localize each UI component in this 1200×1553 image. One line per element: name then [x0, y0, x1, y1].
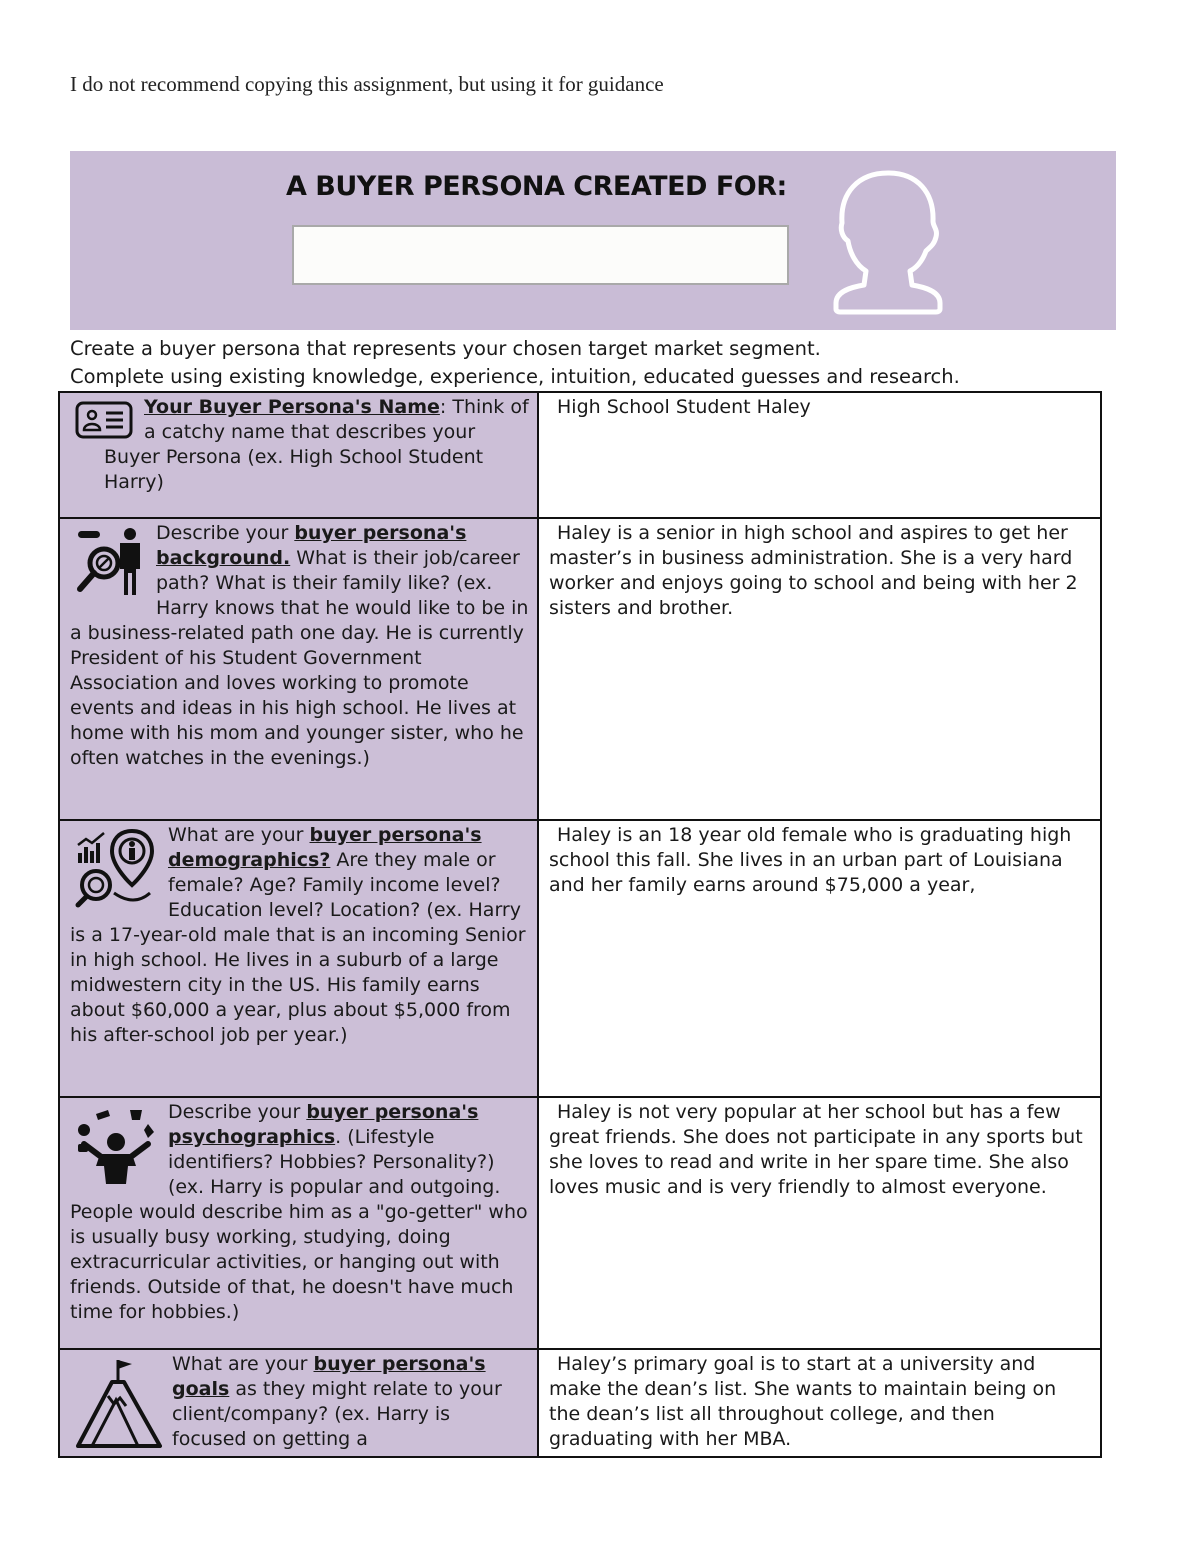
- prompt-underlined: buyer persona's psychographics: [168, 1101, 479, 1148]
- answer-cell[interactable]: [538, 392, 1101, 518]
- persona-banner: [70, 151, 1116, 330]
- prompt-cell: [59, 820, 538, 1097]
- answer-text: Haley is an 18 year old female who is graduating high school this fall. She lives in an urban part of Louisiana and her family earns around $75,000 a year,: [549, 824, 1072, 896]
- answer-text: Haley’s primary goal is to start at a university and make the dean’s list. She wants to maintain being on the dean’s list all throughout college, and then graduating with her MBA.: [549, 1353, 1057, 1450]
- prompt-rest: : Think of a catchy name that describes your Buyer Persona (ex. High School Student Harry): [104, 396, 529, 493]
- prompt-cell: [59, 1097, 538, 1349]
- id-card-icon: [74, 399, 134, 441]
- prompt-underlined: buyer persona's goals: [172, 1353, 486, 1400]
- prompt-rest: as they might relate to your client/company? (ex. Harry is focused on getting a: [172, 1378, 502, 1450]
- prompt-rest: What is their job/career path? What is their family like? (ex. Harry knows that he would like to be in a business-related path one day. He is currently President of his Student Government Association and loves working to promote events and ideas in his high school. He lives at home with his mom and younger sister, who he often watches in the evenings.): [70, 547, 529, 769]
- table-row: [59, 392, 1101, 518]
- table-row: [59, 518, 1101, 820]
- table-row: [59, 820, 1101, 1097]
- person-search-icon: [74, 525, 146, 603]
- answer-cell[interactable]: [538, 518, 1101, 820]
- persona-name-field[interactable]: [292, 225, 789, 285]
- table-row: [59, 1097, 1101, 1349]
- disclaimer-text: I do not recommend copying this assignment, but using it for guidance: [70, 72, 664, 96]
- answer-text: Haley is not very popular at her school but has a few great friends. She does not participate in any sports but she loves to read and write in her spare time. She also loves music and is very friendly to almost everyone.: [549, 1101, 1083, 1198]
- prompt-lead: What are your: [168, 824, 310, 846]
- answer-cell[interactable]: [538, 820, 1101, 1097]
- prompt-lead: Describe your: [168, 1101, 307, 1123]
- prompt-underlined: buyer persona's demographics?: [168, 824, 482, 871]
- prompt-underlined: buyer persona's background.: [156, 522, 467, 569]
- prompt-rest: Are they male or female? Age? Family income level? Education level? Location? (ex. Harry is a 17-year-old male that is an incoming Senior in high school. He lives in a suburb of a large midwestern city in the US. His family earns about $60,000 a year, plus about $5,000 from his after-school job per year.): [70, 849, 526, 1046]
- answer-cell[interactable]: [538, 1349, 1101, 1457]
- prompt-cell: [59, 1349, 538, 1457]
- prompt-cell: [59, 518, 538, 820]
- prompt-lead: What are your: [172, 1353, 314, 1375]
- demographics-icon: [74, 827, 158, 909]
- instruction-line-1: Create a buyer persona that represents your chosen target market segment.: [70, 337, 821, 360]
- answer-cell[interactable]: [538, 1097, 1101, 1349]
- mountain-flag-icon: [74, 1356, 162, 1448]
- answer-text: Haley is a senior in high school and aspires to get her master’s in business administration. She is a very hard worker and enjoys going to school and being with her 2 sisters and brother.: [549, 522, 1078, 619]
- person-silhouette-icon: [830, 167, 946, 315]
- table-row: [59, 1349, 1101, 1457]
- instructions: [70, 335, 960, 391]
- prompt-lead: Describe your: [156, 522, 295, 544]
- banner-title: A BUYER PERSONA CREATED FOR:: [286, 171, 787, 202]
- instruction-line-2: Complete using existing knowledge, experience, intuition, educated guesses and research.: [70, 365, 960, 388]
- answer-text: High School Student Haley: [557, 396, 811, 418]
- prompt-underlined: Your Buyer Persona's Name: [144, 396, 440, 418]
- persona-table: [58, 391, 1102, 1458]
- prompt-cell: [59, 392, 538, 518]
- prompt-rest: . (Lifestyle identifiers? Hobbies? Personality?) (ex. Harry is popular and outgoing. People would describe him as a "go-getter" who is usually busy working, studying, doing extracurricular activities, or hanging out with friends. Outside of that, he doesn't have much time for hobbies.): [70, 1126, 528, 1323]
- juggling-person-icon: [74, 1104, 158, 1186]
